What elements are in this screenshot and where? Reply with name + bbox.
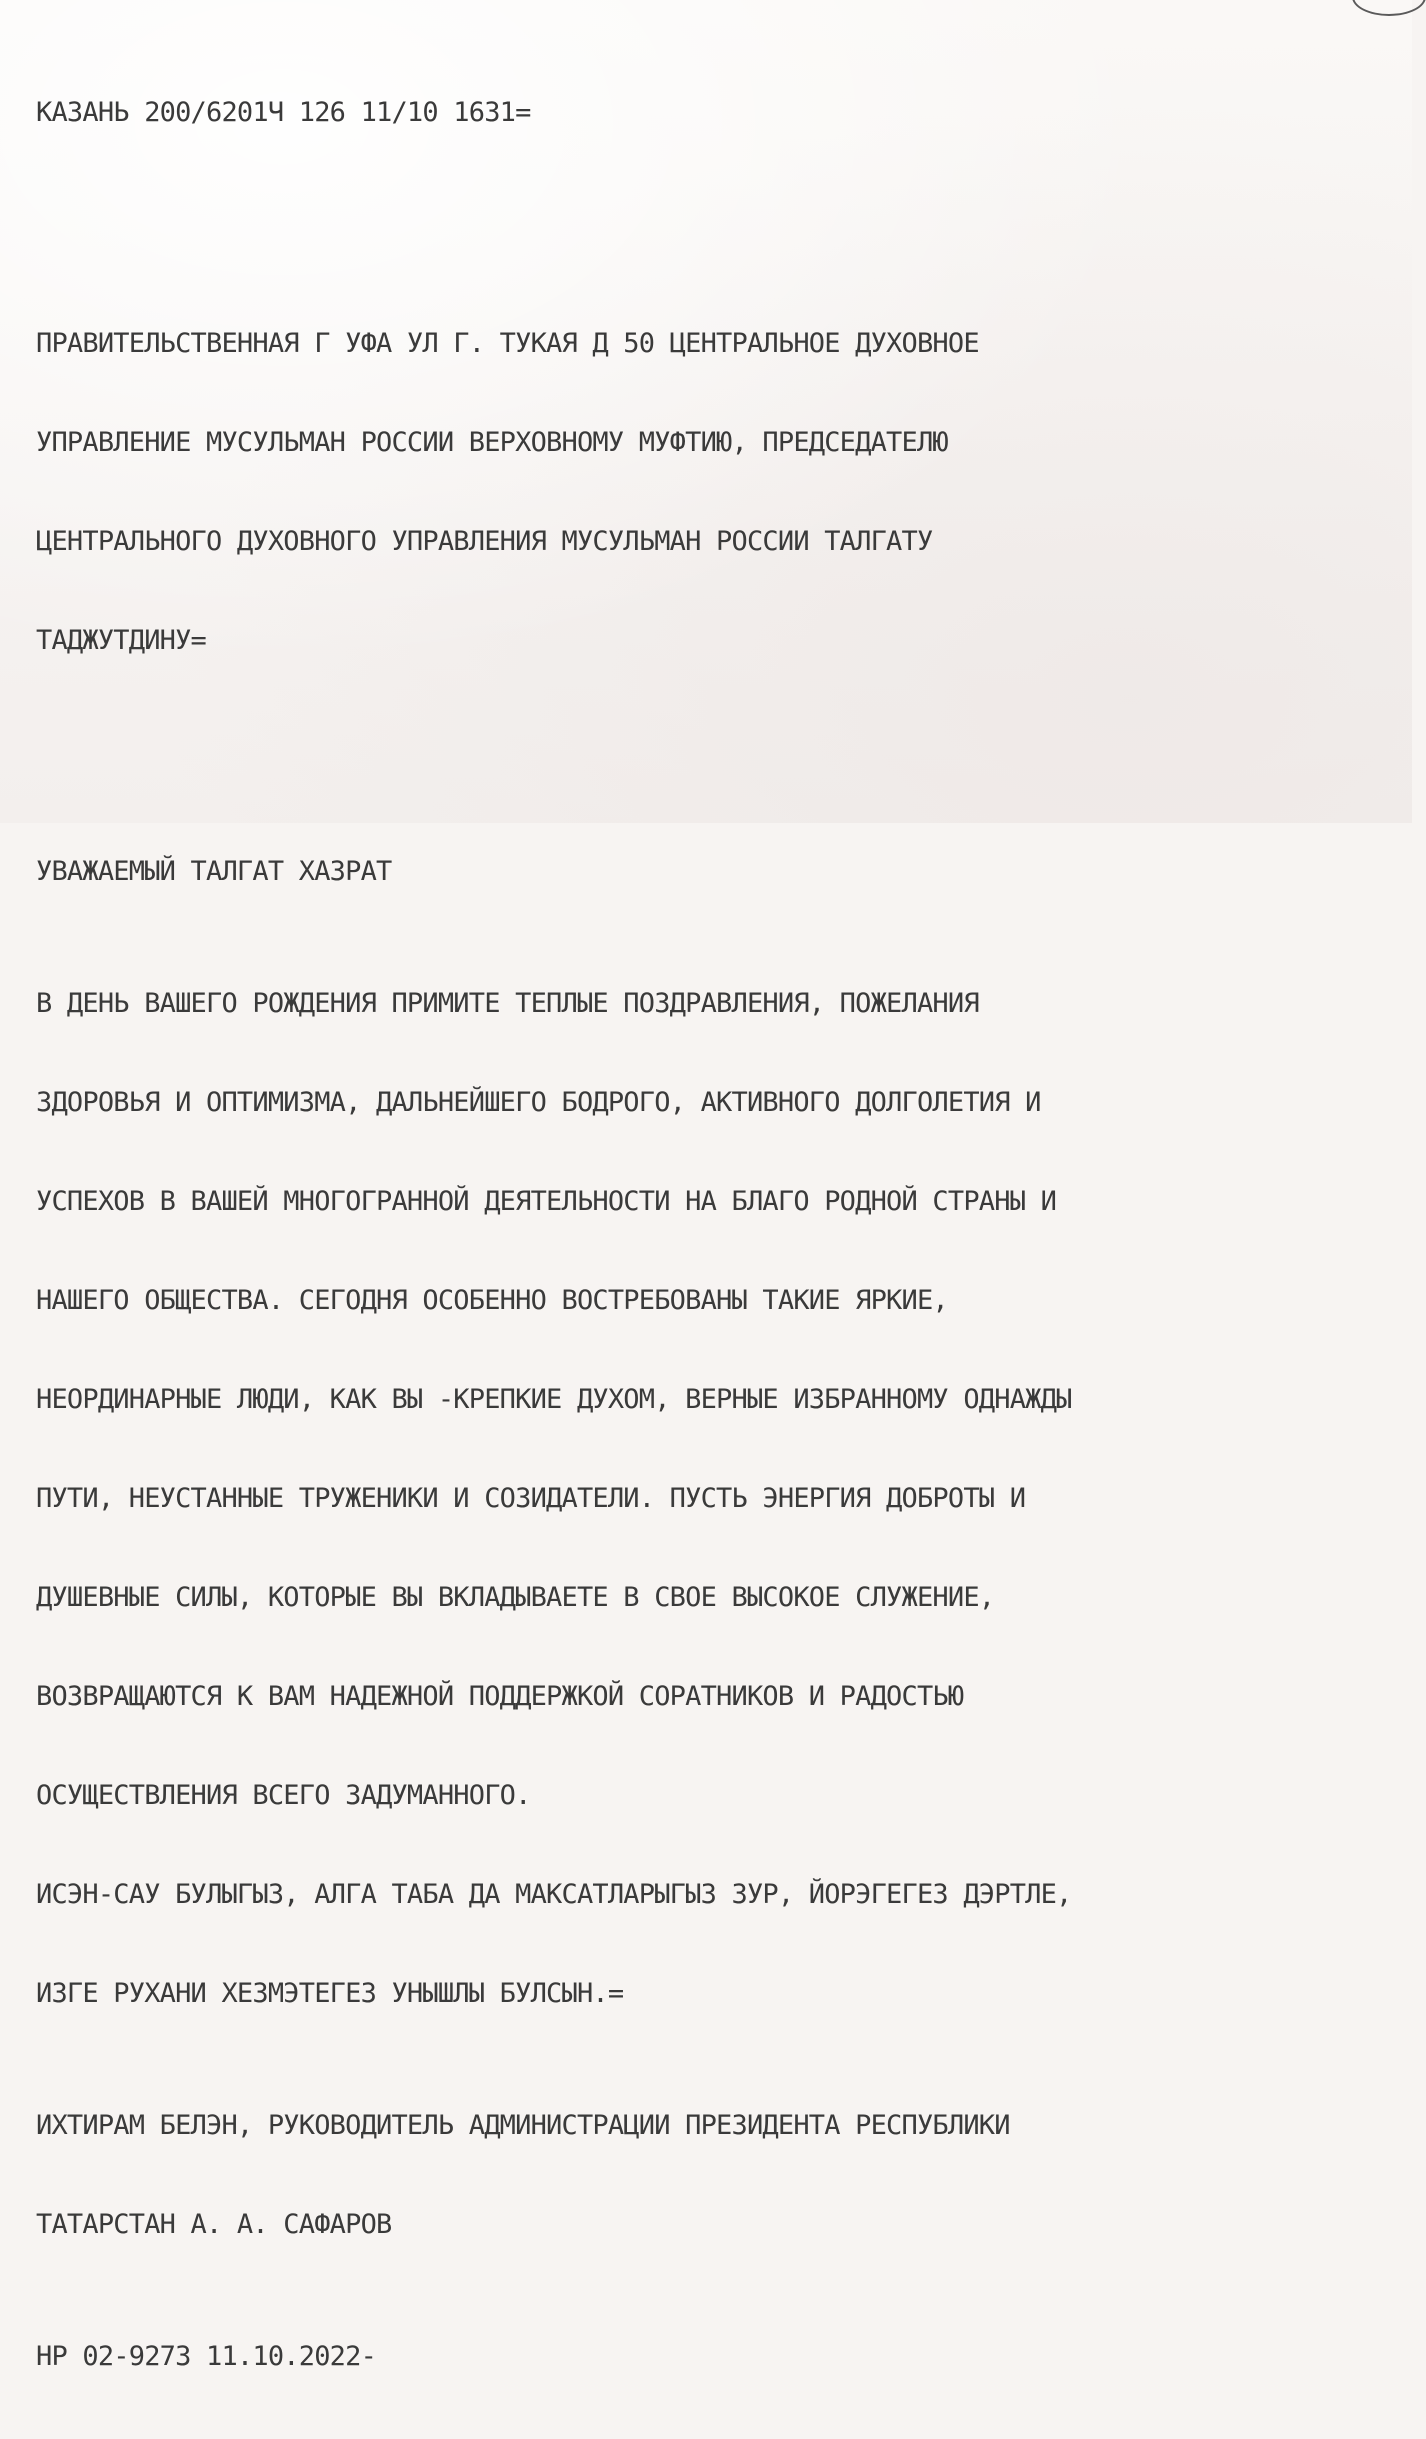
body-line: ОСУЩЕСТВЛЕНИЯ ВСЕГО ЗАДУМАННОГО. <box>36 1780 531 1811</box>
body-line: ИЗГЕ РУХАНИ ХЕЗМЭТЕГЕЗ УНЫШЛЫ БУЛСЫН.= <box>36 1978 624 2009</box>
signature-line: ТАТАРСТАН А. А. САФАРОВ <box>36 2209 392 2240</box>
signature-line: ИХТИРАМ БЕЛЭН, РУКОВОДИТЕЛЬ АДМИНИСТРАЦИИ ПРЕЗИДЕНТА РЕСПУБЛИКИ <box>36 2110 1010 2141</box>
telegram-text <box>36 30 1396 2439</box>
body-line: НАШЕГО ОБЩЕСТВА. СЕГОДНЯ ОСОБЕННО ВОСТРЕБОВАНЫ ТАКИЕ ЯРКИЕ, <box>36 1285 948 1316</box>
greeting-line: УВАЖАЕМЫЙ ТАЛГАТ ХАЗРАТ <box>36 856 392 887</box>
body-line: УСПЕХОВ В ВАШЕЙ МНОГОГРАННОЙ ДЕЯТЕЛЬНОСТИ НА БЛАГО РОДНОЙ СТРАНЫ И <box>36 1186 1057 1217</box>
body-line: ДУШЕВНЫЕ СИЛЫ, КОТОРЫЕ ВЫ ВКЛАДЫВАЕТЕ В СВОЕ ВЫСОКОЕ СЛУЖЕНИЕ, <box>36 1582 995 1613</box>
blank-line <box>36 723 1396 756</box>
telegram-header-line: КАЗАНЬ 200/6201Ч 126 11/10 1631= <box>36 97 531 128</box>
address-line: ЦЕНТРАЛЬНОГО ДУХОВНОГО УПРАВЛЕНИЯ МУСУЛЬМАН РОССИИ ТАЛГАТУ <box>36 526 933 557</box>
body-line: НЕОРДИНАРНЫЕ ЛЮДИ, КАК ВЫ -КРЕПКИЕ ДУХОМ, ВЕРНЫЕ ИЗБРАННОМУ ОДНАЖДЫ <box>36 1384 1072 1415</box>
address-line: ПРАВИТЕЛЬСТВЕННАЯ Г УФА УЛ Г. ТУКАЯ Д 50 ЦЕНТРАЛЬНОЕ ДУХОВНОЕ <box>36 328 979 359</box>
blank-line <box>36 195 1396 228</box>
address-line: УПРАВЛЕНИЕ МУСУЛЬМАН РОССИИ ВЕРХОВНОМУ МУФТИЮ, ПРЕДСЕДАТЕЛЮ <box>36 427 948 458</box>
corner-stamp-mark <box>1352 0 1426 16</box>
body-line: В ДЕНЬ ВАШЕГО РОЖДЕНИЯ ПРИМИТЕ ТЕПЛЫЕ ПОЗДРАВЛЕНИЯ, ПОЖЕЛАНИЯ <box>36 988 979 1019</box>
body-line: ПУТИ, НЕУСТАННЫЕ ТРУЖЕНИКИ И СОЗИДАТЕЛИ. ПУСТЬ ЭНЕРГИЯ ДОБРОТЫ И <box>36 1483 1026 1514</box>
body-line: ЗДОРОВЬЯ И ОПТИМИЗМА, ДАЛЬНЕЙШЕГО БОДРОГО, АКТИВНОГО ДОЛГОЛЕТИЯ И <box>36 1087 1041 1118</box>
footer-line: НР 02-9273 11.10.2022- <box>36 2341 377 2372</box>
body-line: ИСЭН-САУ БУЛЫГЫЗ, АЛГА ТАБА ДА МАКСАТЛАРЫГЫЗ ЗУР, ЙОРЭГЕГЕЗ ДЭРТЛЕ, <box>36 1879 1072 1910</box>
body-line: ВОЗВРАЩАЮТСЯ К ВАМ НАДЕЖНОЙ ПОДДЕРЖКОЙ СОРАТНИКОВ И РАДОСТЬЮ <box>36 1681 964 1712</box>
address-line: ТАДЖУТДИНУ= <box>36 625 207 656</box>
